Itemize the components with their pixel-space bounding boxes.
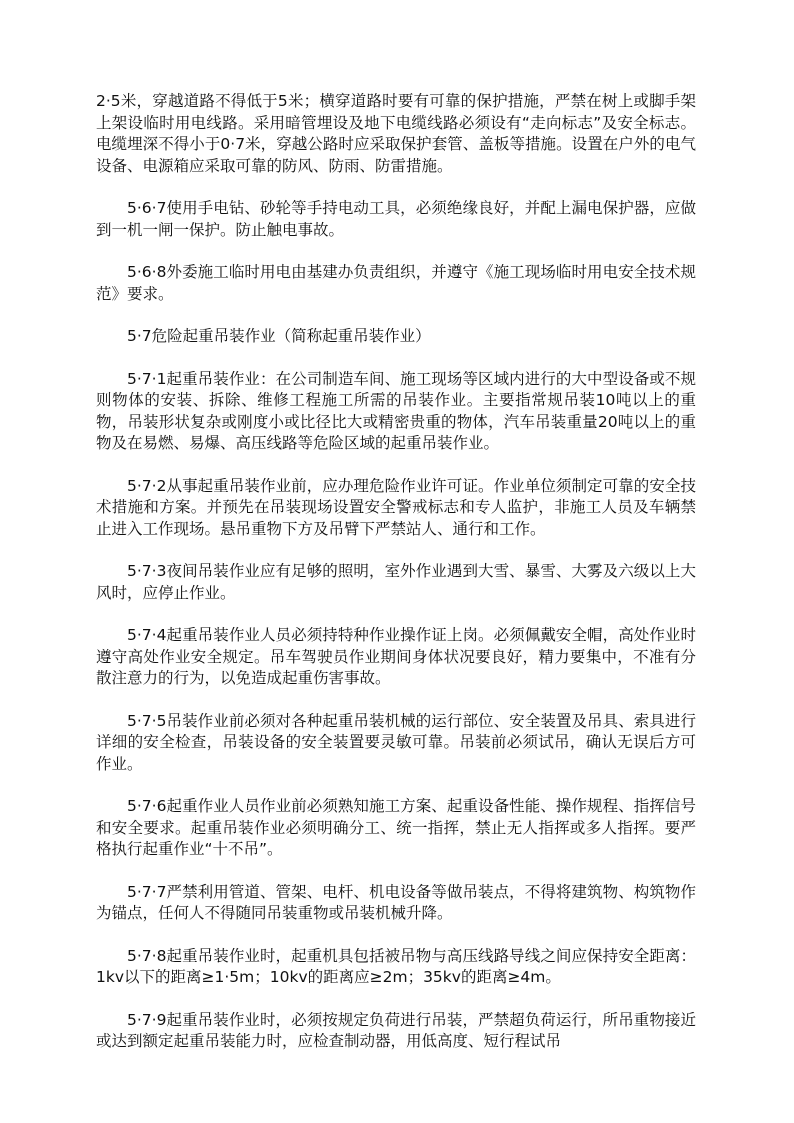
paragraph-5-7-3: 5·7·3夜间吊装作业应有足够的照明，室外作业遇到大雪、暴雪、大雾及六级以上大风时，应停止作业。 [96, 562, 696, 602]
paragraph-5-7-8: 5·7·8起重吊装作业时，起重机具包括被吊物与高压线路导线之间应保持安全距离：1kv以下的距离≥1·5m；10kv的距离应≥2m；35kv的距离≥4m。 [96, 946, 696, 986]
paragraph-5-7-2: 5·7·2从事起重吊装作业前，应办理危险作业许可证。作业单位须制定可靠的安全技术措施和方案。并预先在吊装现场设置安全警戒标志和专人监护，非施工人员及车辆禁止进入工作现场。悬吊重物下方及吊臂下严禁站人、通行和工作。 [96, 476, 696, 538]
paragraph-5-7-4: 5·7·4起重吊装作业人员必须持特种作业操作证上岗。必须佩戴安全帽，高处作业时遵守高处作业安全规定。吊车驾驶员作业期间身体状况要良好，精力要集中，不准有分散注意力的行为，以免造成起重伤害事故。 [96, 626, 696, 687]
paragraph-5-6-7: 5·6·7使用手电钻、砂轮等手持电动工具，必须绝缘良好，并配上漏电保护器，应做到一机一闸一保护。防止触电事故。 [96, 199, 696, 239]
paragraph-continuation: 2·5米，穿越道路不得低于5米；横穿道路时要有可靠的保护措施，严禁在树上或脚手架上架设临时用电线路。采用暗管埋设及地下电缆线路必须设有“走向标志”及安全标志。电缆埋深不得小于0·7米，穿越公路时应采取保护套管、盖板等措施。设置在户外的电气设备、电源箱应采取可靠的防风、防雨、防雷措施。 [96, 92, 696, 175]
paragraph-5-7-7: 5·7·7严禁利用管道、管架、电杆、机电设备等做吊装点，不得将建筑物、构筑物作为锚点，任何人不得随同吊装重物或吊装机械升降。 [96, 882, 696, 922]
section-heading-5-7: 5·7危险起重吊装作业（简称起重吊装作业） [127, 327, 431, 345]
paragraph-5-7-5: 5·7·5吊装作业前必须对各种起重吊装机械的运行部位、安全装置及吊具、索具进行详细的安全检查，吊装设备的安全装置要灵敏可靠。吊装前必须试吊，确认无误后方可作业。 [96, 711, 696, 773]
paragraph-5-7-1: 5·7·1起重吊装作业：在公司制造车间、施工现场等区域内进行的大中型设备或不规则物体的安装、拆除、维修工程施工所需的吊装作业。主要指常规吊装10吨以上的重物，吊装形状复杂或刚度小或比径比大或精密贵重的物体，汽车吊装重量20吨以上的重物及在易燃、易爆、高压线路等危险区域的起重吊装作业。 [96, 369, 696, 452]
paragraph-5-7-6: 5·7·6起重作业人员作业前必须熟知施工方案、起重设备性能、操作规程、指挥信号和安全要求。起重吊装作业必须明确分工、统一指挥，禁止无人指挥或多人指挥。要严格执行起重作业“十不吊”。 [96, 797, 696, 858]
document-body [96, 91, 696, 1053]
paragraph-5-7-9: 5·7·9起重吊装作业时，必须按规定负荷进行吊装，严禁超负荷运行，所吊重物接近或达到额定起重吊装能力时，应检查制动器，用低高度、短行程试吊 [96, 1010, 696, 1050]
paragraph-5-6-8: 5·6·8外委施工临时用电由基建办负责组织，并遵守《施工现场临时用电安全技术规范》要求。 [96, 263, 696, 303]
